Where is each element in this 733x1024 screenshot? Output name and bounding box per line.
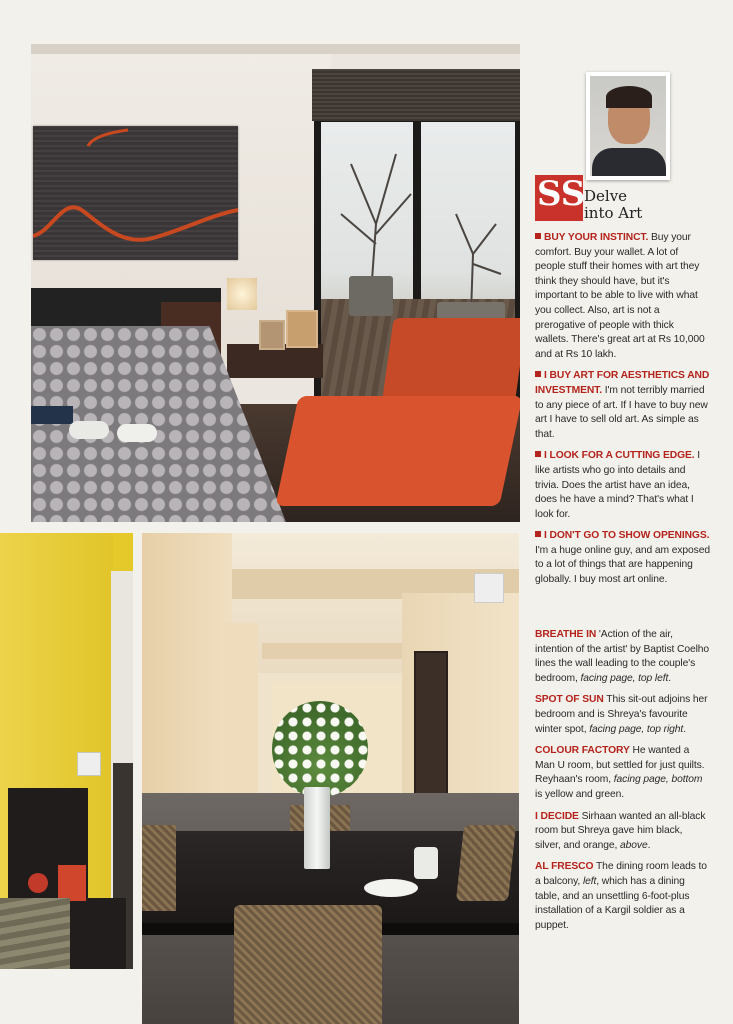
tip-item: BUY YOUR INSTINCT. Buy your comfort. Buy your wallet. A lot of people stuff their homes with art they think they should have, but it's important to be able to live with what you collect. Also, art is not a prerogative of people with thick wallets. There's great art at Rs 10,000 and at Rs 10 lakh. <box>535 232 705 360</box>
wicker-chair <box>456 825 516 901</box>
red-clock <box>28 873 48 893</box>
wall-speaker <box>474 573 504 603</box>
game-controller <box>117 424 157 442</box>
flower-bouquet <box>272 701 368 797</box>
tip-item: I DON'T GO TO SHOW OPENINGS. I'm a huge online guy, and am exposed to a lot of things that are happening globally. I buy most art online. <box>535 530 710 586</box>
dining-room-photo <box>142 533 519 1024</box>
wicker-chair <box>142 825 176 911</box>
sidebar-title <box>584 188 664 222</box>
photo-frame <box>58 865 86 901</box>
photo-frame <box>286 310 318 348</box>
game-controller <box>69 421 109 439</box>
sidebar-title-line1: Delve <box>584 187 628 205</box>
sidebar-title-line2: into Art <box>584 204 643 222</box>
author-portrait <box>586 72 670 180</box>
section-logo <box>535 174 586 221</box>
logo-letters: SS <box>537 174 586 214</box>
caption: I DECIDE Sirhaan wanted an all-black room but Shreya gave him black, silver, and orange, above. <box>535 810 706 851</box>
window-blind <box>312 69 520 121</box>
vase <box>304 787 330 869</box>
caption: SPOT OF SUN This sit-out adjoins her bedroom and is Shreya's favourite winter spot, facing page, top right. <box>535 694 708 735</box>
light-switch <box>77 752 101 776</box>
wall-artwork <box>33 126 238 260</box>
tip-item: I LOOK FOR A CUTTING EDGE. I like artists who go into details and trivia. Does the artist have an idea, does he have a mind? That's what I look for. <box>535 450 701 520</box>
caption: AL FRESCO The dining room leads to a balcony, left, which has a dining table, and an unsettling 6-foot-plus installation of a Kargil soldier as a puppet. <box>535 861 707 931</box>
bedroom-photo <box>31 44 520 522</box>
tips-column <box>535 231 710 595</box>
captions-column <box>535 628 710 940</box>
yellow-room-photo <box>0 533 133 969</box>
wicker-chair <box>234 905 382 1024</box>
photo-frame <box>259 320 285 350</box>
table-lamp <box>227 278 257 310</box>
caption: COLOUR FACTORY He wanted a Man U room, but settled for just quilts. Reyhaan's room, facing page, bottom is yellow and green. <box>535 745 705 800</box>
tip-item: I BUY ART FOR AESTHETICS AND INVESTMENT. I'm not terribly married to any piece of art. If I have to buy new art I have to sell old art. As simple as that. <box>535 370 710 440</box>
caption: BREATHE IN 'Action of the air, intention of the artist' by Baptist Coelho lines the wall leading to the couple's bedroom, facing page, top left. <box>535 629 710 684</box>
